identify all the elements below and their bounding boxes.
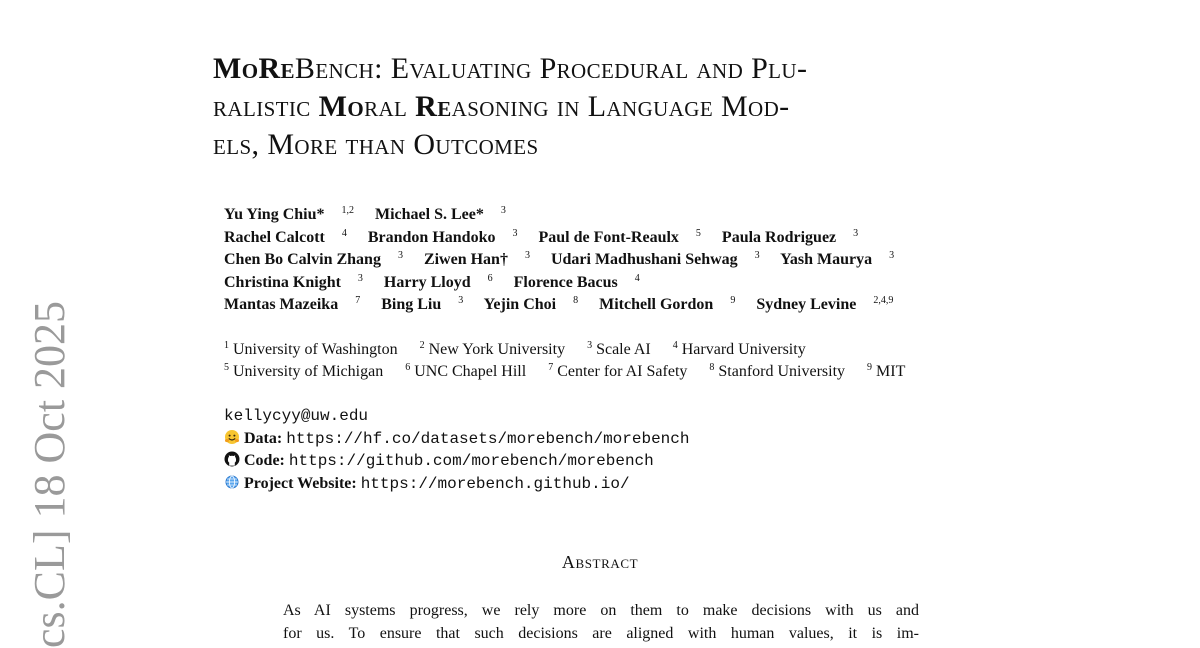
author-list bbox=[224, 204, 1024, 317]
author-line bbox=[224, 272, 1024, 295]
affiliation-line bbox=[224, 339, 1124, 361]
code-link-label: Code: bbox=[244, 452, 285, 469]
globe-icon bbox=[224, 474, 240, 490]
author: Rachel Calcott $^4$ bbox=[224, 227, 347, 246]
code-link[interactable]: https://github.com/morebench/morebench bbox=[288, 452, 654, 470]
abstract-heading: Abstract bbox=[561, 552, 639, 572]
affiliation: $^1$ University of Washington bbox=[224, 340, 398, 358]
affiliation: $^4$ Harvard University bbox=[672, 340, 806, 358]
author-line bbox=[224, 249, 1024, 272]
affiliation-list bbox=[224, 339, 1124, 383]
title-fragment: els, More than Outcomes bbox=[213, 128, 539, 161]
affiliation: $^6$ UNC Chapel Hill bbox=[405, 362, 527, 380]
abstract-body bbox=[283, 600, 919, 645]
author: Bing Liu $^3$ bbox=[381, 295, 464, 313]
website-link-row bbox=[224, 473, 1024, 496]
author: Chen Bo Calvin Zhang $^3$ bbox=[224, 250, 403, 268]
title-fragment: Re bbox=[415, 90, 452, 123]
data-link[interactable]: https://hf.co/datasets/morebench/morebench bbox=[286, 429, 690, 448]
affiliation: $^9$ MIT bbox=[867, 362, 906, 380]
author: Paul de Font-Reaulx $^5$ bbox=[538, 227, 701, 246]
contact-email-link[interactable]: kellycyy@uw.edu bbox=[224, 407, 369, 425]
author: Mantas Mazeika $^7$ bbox=[224, 295, 361, 313]
author: Sydney Levine $^{2,4,9}$ bbox=[756, 295, 894, 313]
code-link-row bbox=[224, 450, 1024, 473]
author: Florence Bacus $^4$ bbox=[513, 272, 640, 291]
title-line-1 bbox=[213, 50, 1013, 88]
author: Ziwen Han† $^3$ bbox=[423, 250, 530, 268]
title-line-2 bbox=[213, 88, 1013, 126]
arxiv-side-stamp: cs.CL] 18 Oct 2025 bbox=[25, 300, 74, 648]
hugging-face-icon bbox=[224, 429, 240, 445]
data-link-row bbox=[224, 428, 1024, 451]
author: Yejin Choi $^8$ bbox=[483, 295, 579, 313]
affiliation: $^7$ Center for AI Safety bbox=[548, 362, 688, 380]
author: Mitchell Gordon $^9$ bbox=[599, 295, 736, 313]
website-link[interactable]: https://morebench.github.io/ bbox=[360, 474, 630, 493]
author: Brandon Handoko $^3$ bbox=[367, 227, 518, 246]
github-icon bbox=[224, 451, 240, 467]
title-fragment: Mo bbox=[318, 90, 365, 123]
affiliation-line bbox=[224, 361, 1124, 383]
title-fragment: ral bbox=[364, 90, 416, 123]
author: Udari Madhushani Sehwag $^3$ bbox=[550, 250, 760, 268]
author-line bbox=[224, 204, 1024, 227]
title-line-3 bbox=[213, 126, 1013, 164]
title-fragment: asoning in Language Mod- bbox=[451, 90, 790, 123]
abstract-line: for us. To ensure that such decisions are aligned with human values, it is im- bbox=[283, 624, 919, 642]
contact-email-row bbox=[224, 405, 1024, 428]
affiliation: $^5$ University of Michigan bbox=[224, 362, 384, 380]
data-link-label: Data: bbox=[244, 429, 283, 447]
author: Yu Ying Chiu* $^{1,2}$ bbox=[224, 205, 354, 223]
author: Paula Rodriguez $^3$ bbox=[721, 227, 859, 246]
affiliation: $^3$ Scale AI bbox=[587, 340, 651, 358]
abstract-line: As AI systems progress, we rely more on them to make decisions with us and bbox=[283, 602, 919, 619]
author: Harry Lloyd $^6$ bbox=[383, 272, 493, 291]
author-line bbox=[224, 227, 1024, 250]
title-fragment: ralistic bbox=[213, 90, 319, 123]
title-fragment: Bench: Evaluating Procedural and Plu- bbox=[294, 52, 808, 85]
resource-links bbox=[224, 405, 1024, 495]
author: Christina Knight $^3$ bbox=[224, 272, 363, 291]
author: Michael S. Lee* $^3$ bbox=[375, 205, 506, 223]
title-fragment: MoRe bbox=[213, 52, 295, 85]
affiliation: $^2$ New York University bbox=[419, 340, 566, 358]
paper-title bbox=[213, 50, 1013, 164]
affiliation: $^8$ Stanford University bbox=[709, 362, 846, 380]
website-link-label: Project Website: bbox=[244, 474, 357, 492]
author-line bbox=[224, 294, 1024, 317]
author: Yash Maurya $^3$ bbox=[780, 250, 895, 268]
